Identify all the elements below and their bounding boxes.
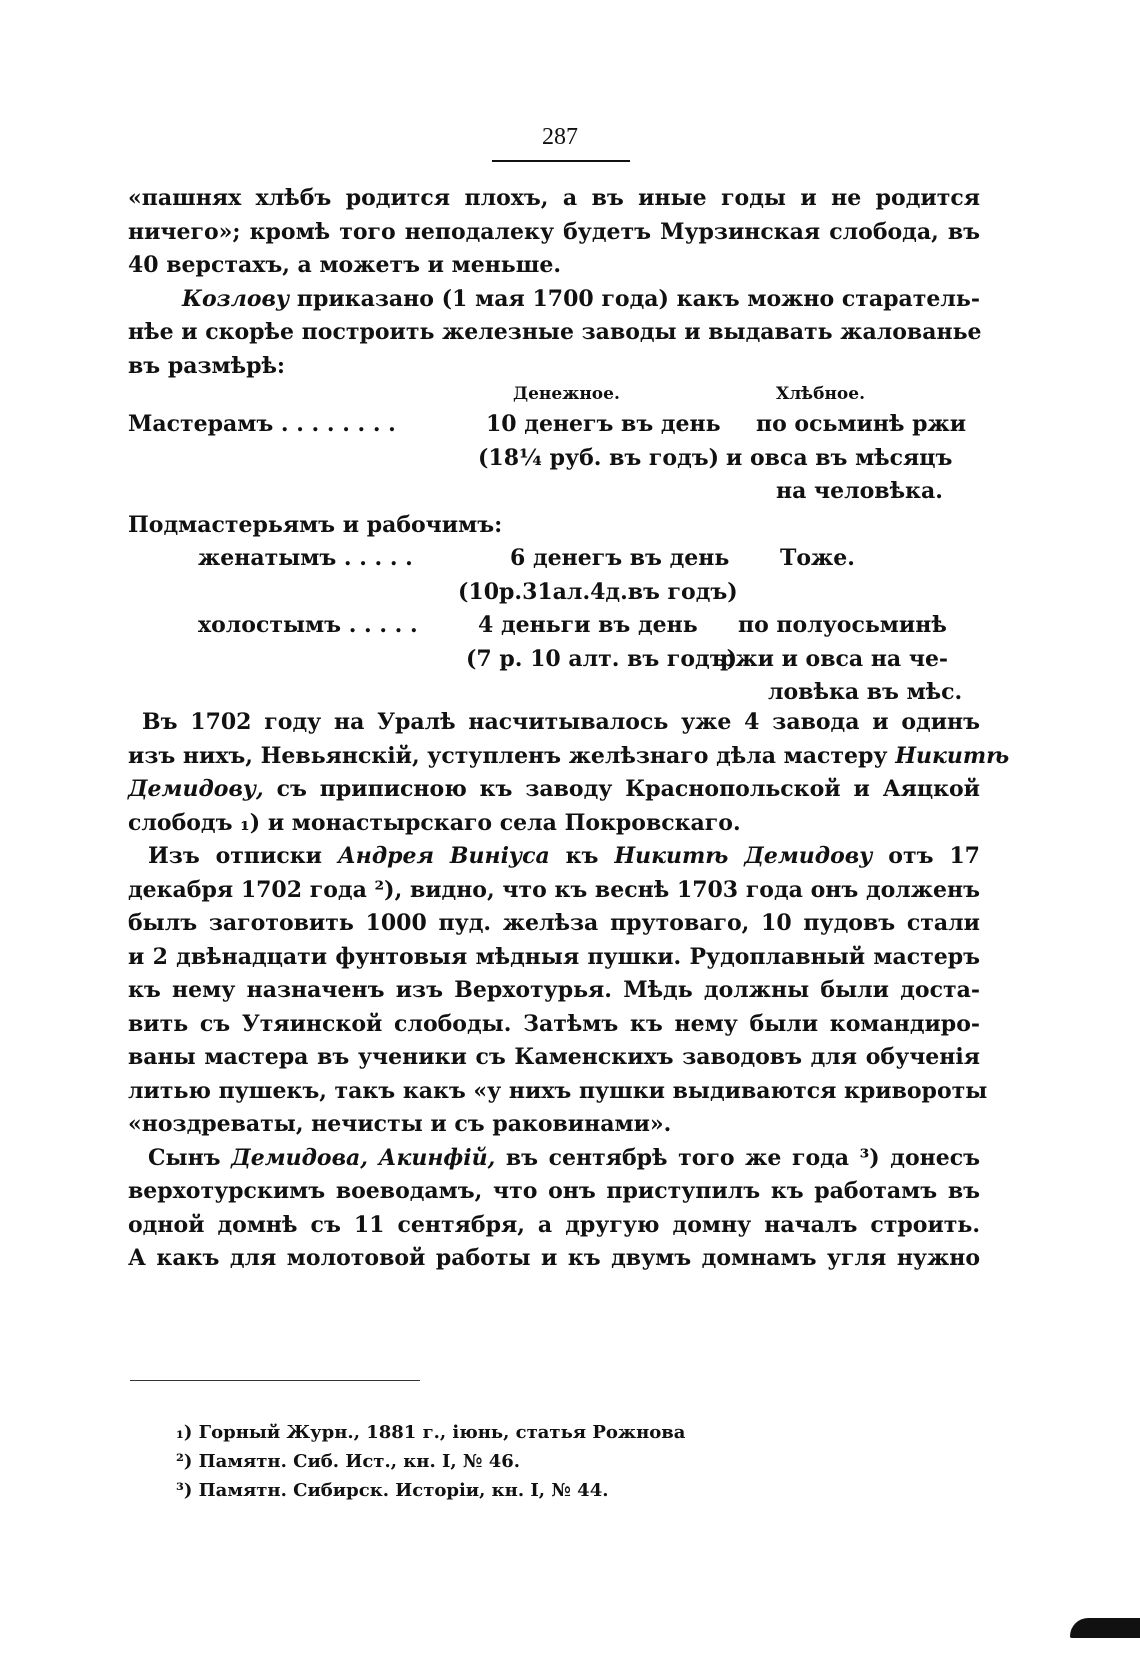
row-label: Мастерамъ . . . . . . . . [128,411,396,437]
text-span: отъ 17 [872,843,980,869]
text-line: верхотурскимъ воеводамъ, что онъ приступилъ къ работамъ въ [128,1178,980,1204]
footnotes [176,1418,685,1505]
text-line [128,740,1010,774]
header-rule [492,160,630,162]
text-line: въ размѣрѣ: [128,352,286,379]
grain-cell: по осьминѣ ржи [756,411,967,437]
grain-cell: на человѣка. [776,478,943,504]
grain-cell: по полуосьминѣ [738,612,947,638]
text-span: въ сентябрѣ того же года ³) донесъ [495,1144,980,1171]
table-row [128,411,980,445]
footnote-mark: ²) [176,1451,193,1472]
wage-table [128,384,980,713]
text-line: декабря 1702 года ²), видно, что къ веснѣ 1703 года онъ долженъ [128,876,980,903]
text-line: нѣе и скорѣе построить железные заводы и выдавать жалованье [128,319,982,345]
table-row [128,545,980,579]
money-cell: 10 денегъ въ день [486,411,721,437]
paragraph-main [128,706,1010,1276]
footnote [176,1447,685,1476]
row-label: холостымъ . . . . . [198,612,418,638]
grain-cell: Тоже. [780,545,855,571]
text-line: литью пушекъ, такъ какъ «у нихъ пушки выдиваются кривороты [128,1077,988,1104]
table-row [128,512,980,546]
table-row [128,646,980,680]
person-name: Демидова, Акинфій, [231,1144,496,1171]
table-row [128,579,980,613]
text-span: Изъ отписки [148,843,338,869]
text-span: изъ нихъ, Невьянскій, уступленъ желѣзнаго дѣла мастеру [128,742,896,769]
grain-cell: ловѣка въ мѣс. [768,679,963,705]
footnote [176,1476,685,1505]
text-line: 40 верстахъ, а можетъ и меньше. [128,252,562,278]
text-span: приказано (1 мая 1700 года) какъ можно старатель- [289,285,980,312]
table-header-row [128,384,980,411]
footnote-text: Памятн. Сиб. Ист., кн. I, № 46. [192,1451,521,1472]
row-label: женатымъ . . . . . [198,545,413,571]
text-line: ничего»; кромѣ того неподалеку будетъ Мурзинская слобода, въ [128,218,980,245]
money-cell: 4 деньги въ день [478,612,698,638]
text-line [128,773,980,807]
text-line [128,840,980,874]
text-line: ваны мастера въ ученики съ Каменскихъ заводовъ для обученія [128,1044,980,1070]
header-grain: Хлѣбное. [776,384,865,404]
text-line: «ноздреваты, нечисты и съ раковинами». [128,1111,672,1137]
person-name: Андрея Виніуса [337,843,550,869]
text-line: Въ 1702 году на Уралѣ насчитывалось уже 4 завода и одинъ [142,709,980,735]
grain-cell: и овса въ мѣсяцъ [726,444,953,471]
money-cell: (7 р. 10 алт. въ годъ) [466,645,737,672]
footnote-text: Памятн. Сибирск. Исторіи, кн. I, № 44. [192,1480,609,1501]
scan-blot [1070,1618,1140,1638]
text-line: одной домнѣ съ 11 сентября, а другую домну началъ строить. [128,1211,980,1238]
header-money: Денежное. [513,384,620,404]
person-name: Никитѣ Демидову [614,843,873,869]
table-row [128,612,980,646]
table-row [128,478,980,512]
footnote-rule [130,1380,420,1381]
person-name: Козлову [182,285,290,312]
text-span: Сынъ [148,1144,232,1171]
text-line [128,283,980,317]
text-line: слободъ ₁) и монастырскаго села Покровскаго. [128,809,741,836]
person-name: Никитѣ [895,742,1010,769]
text-line: вить съ Утяинской слободы. Затѣмъ къ нему были командиро- [128,1010,980,1037]
footnote-mark: ₁) [176,1422,193,1443]
money-cell: (10р.31ал.4д.въ годъ) [458,578,738,605]
grain-cell: ржи и овса на че- [720,645,949,672]
money-cell: (18¼ руб. въ годъ) [478,444,720,471]
row-label: Подмастерьямъ и рабочимъ: [128,511,503,538]
text-line: къ нему назначенъ изъ Верхотурья. Мѣдь должны были доста- [128,977,980,1003]
text-line: А какъ для молотовой работы и къ двумъ домнамъ угля нужно [128,1245,980,1271]
footnote-mark: ³) [176,1480,193,1501]
table-row [128,445,980,479]
text-line: и 2 двѣнадцати фунтовыя мѣдныя пушки. Рудоплавный мастеръ [128,943,980,970]
person-name: Демидову, [128,776,264,802]
page-number: 287 [542,124,578,150]
text-line [128,1142,980,1176]
text-line: былъ заготовить 1000 пуд. желѣза прутоваго, 10 пудовъ стали [128,910,980,936]
text-line: «пашнях хлѣбъ родится плохъ, а въ иные годы и не родится [128,185,980,211]
paragraph-intro [128,182,980,383]
text-span: къ [549,843,615,869]
footnote-text: Горный Журн., 1881 г., іюнь, статья Рожнова [192,1422,686,1443]
money-cell: 6 денегъ въ день [510,545,730,571]
text-span: съ приписною къ заводу Краснопольской и Аяцкой [263,776,980,802]
footnote [176,1418,685,1447]
